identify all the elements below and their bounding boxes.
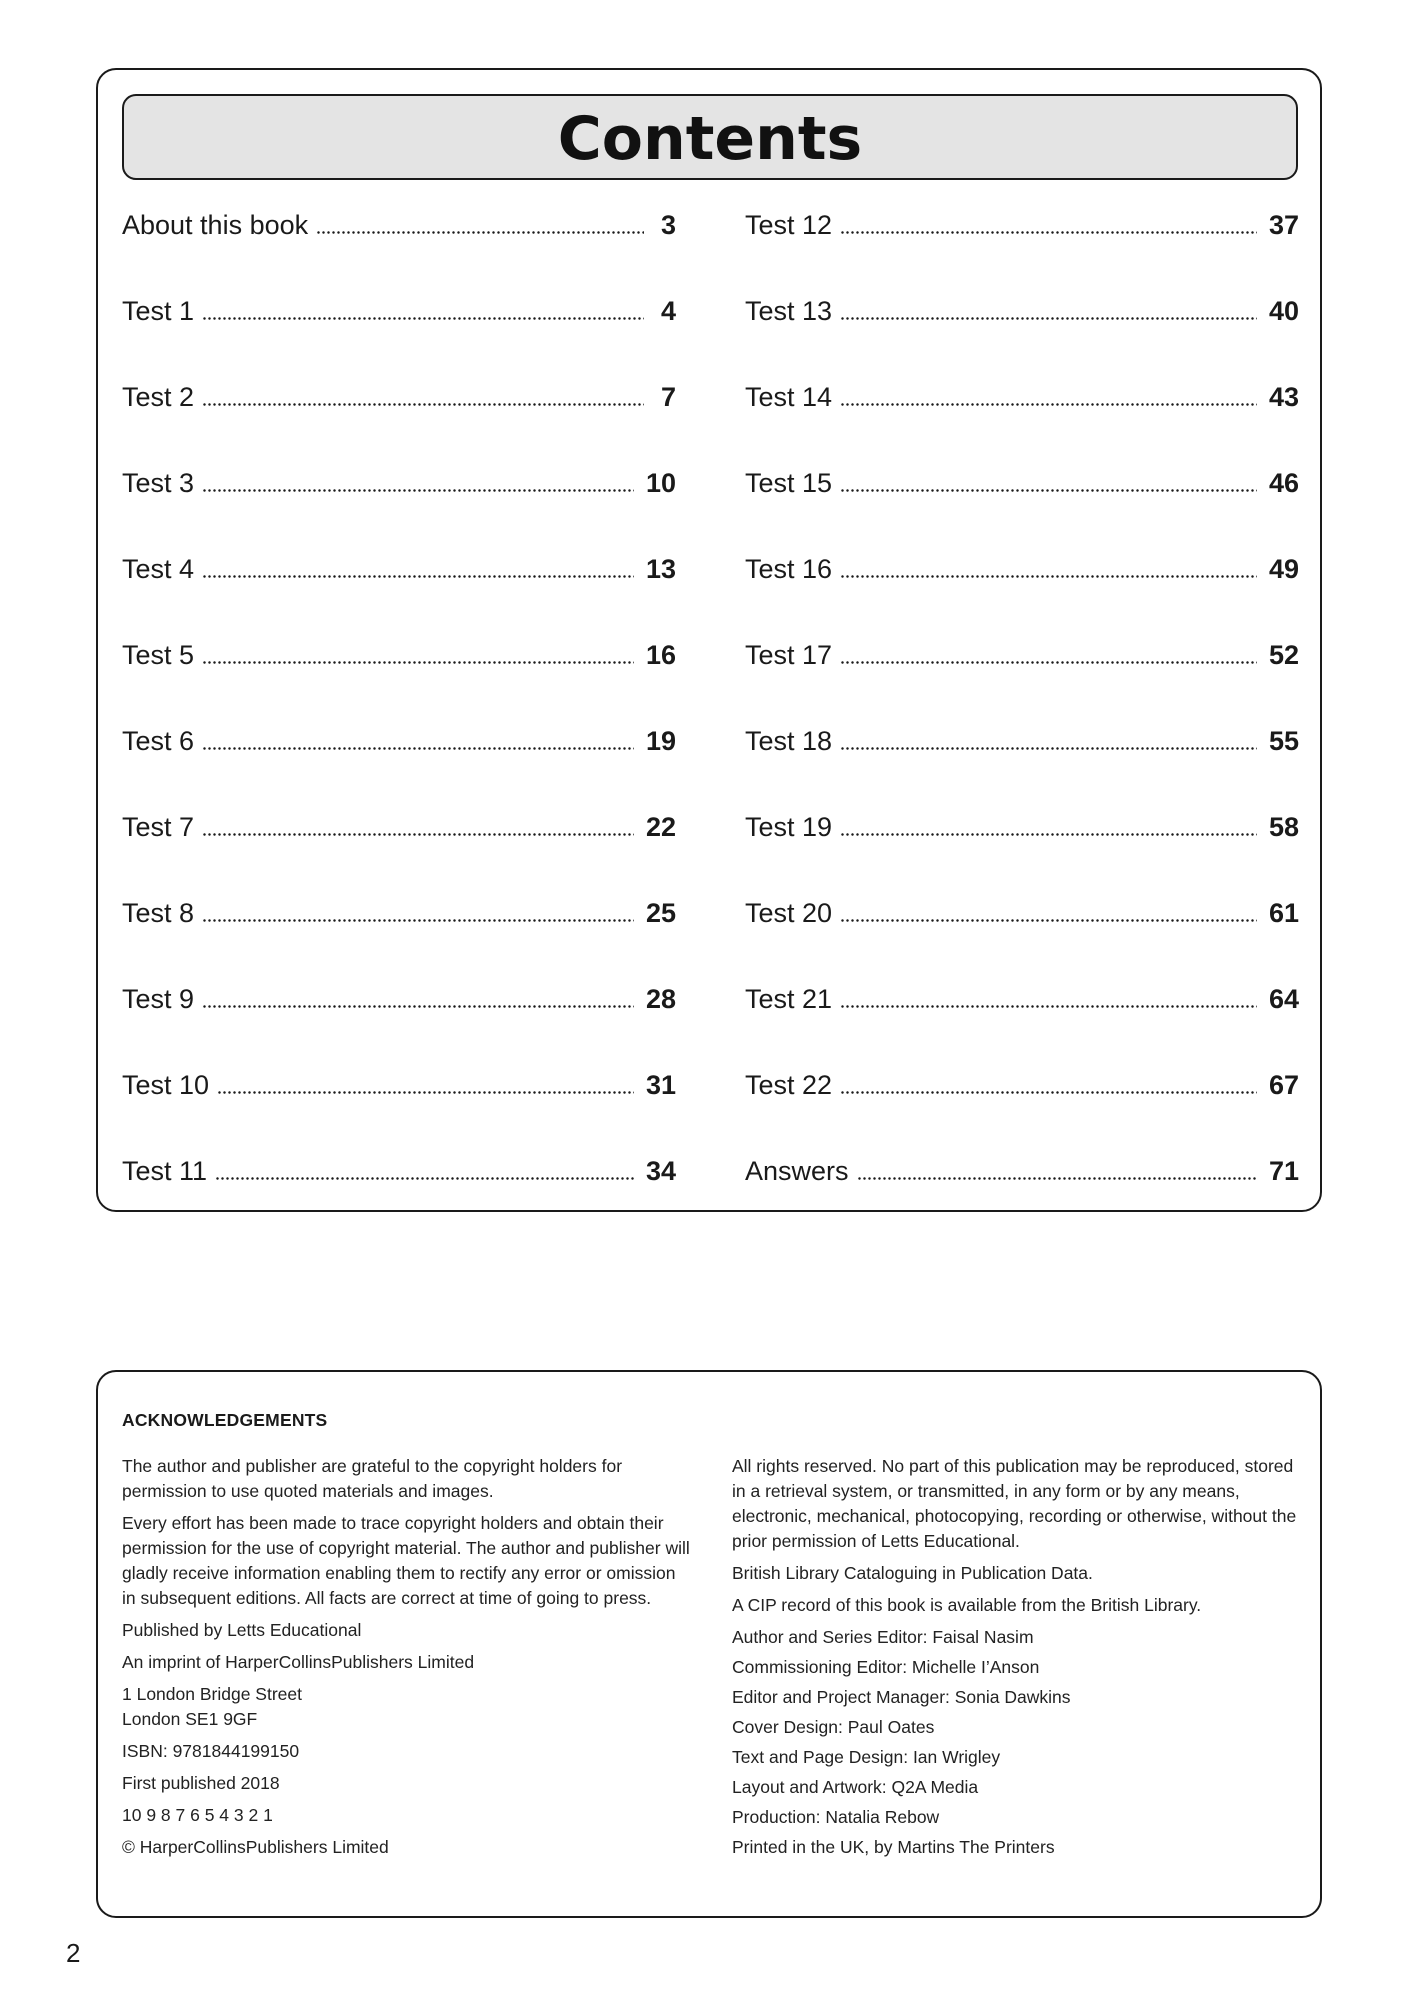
toc-entry-label: Test 1 xyxy=(122,295,195,326)
toc-entry xyxy=(122,1042,676,1128)
toc-entry xyxy=(122,698,676,784)
ack-paragraph: The author and publisher are grateful to the copyright holders for permission to use quoted materials and images. xyxy=(122,1456,623,1501)
toc-entry-page: 55 xyxy=(1268,725,1299,756)
toc-entry-page: 34 xyxy=(645,1155,676,1186)
toc-entry xyxy=(122,956,676,1042)
toc-entry xyxy=(745,526,1299,612)
toc-leader-dots xyxy=(857,1177,1257,1180)
toc-entry-label: Test 14 xyxy=(745,381,833,412)
contents-header xyxy=(122,94,1298,180)
toc-entry-page: 61 xyxy=(1268,897,1299,928)
toc-leader-dots xyxy=(202,747,634,750)
toc-entry-page: 37 xyxy=(1268,209,1299,240)
ack-paragraph: Every effort has been made to trace copyright holders and obtain their permission for the use of copyright material. The author and publisher will gladly receive information enabling them to rectify any error or omission in subsequent editions. All facts are correct at time of going to press. xyxy=(122,1513,690,1608)
toc-column-right xyxy=(745,182,1299,1214)
toc-entry-label: Test 17 xyxy=(745,639,833,670)
acknowledgements-box xyxy=(96,1370,1322,1918)
toc-entry xyxy=(745,698,1299,784)
toc-entry xyxy=(122,268,676,354)
toc-entry-label: Test 11 xyxy=(122,1155,208,1186)
toc-entry xyxy=(122,354,676,440)
ack-paragraph: 1 London Bridge Street xyxy=(122,1684,302,1704)
toc-entry-page: 22 xyxy=(645,811,676,842)
toc-entry-page: 31 xyxy=(645,1069,676,1100)
toc-entry-page: 67 xyxy=(1268,1069,1299,1100)
ack-paragraph: A CIP record of this book is available from the British Library. xyxy=(732,1595,1202,1615)
toc-entry-label: Test 15 xyxy=(745,467,833,498)
toc-entry xyxy=(122,1128,676,1214)
toc-entry-label: Test 3 xyxy=(122,467,195,498)
toc-leader-dots xyxy=(840,1005,1257,1008)
toc-entry-page: 4 xyxy=(660,295,676,326)
toc-entry xyxy=(745,182,1299,268)
toc-entry-label: Test 4 xyxy=(122,553,195,584)
toc-entry-page: 25 xyxy=(645,897,676,928)
toc-entry-label: Test 7 xyxy=(122,811,195,842)
toc-entry xyxy=(745,440,1299,526)
toc-entry xyxy=(745,784,1299,870)
toc-leader-dots xyxy=(202,833,634,836)
ack-paragraph: Layout and Artwork: Q2A Media xyxy=(732,1777,979,1797)
toc-leader-dots xyxy=(202,919,634,922)
toc-leader-dots xyxy=(202,403,644,406)
toc-leader-dots xyxy=(202,1005,634,1008)
toc-entry-label: Test 20 xyxy=(745,897,833,928)
toc-entry-label: About this book xyxy=(122,209,309,240)
toc-leader-dots xyxy=(202,575,634,578)
toc-entry xyxy=(122,784,676,870)
toc-entry-page: 49 xyxy=(1268,553,1299,584)
toc-entry-label: Test 12 xyxy=(745,209,833,240)
toc-entry-page: 64 xyxy=(1268,983,1299,1014)
toc-entry xyxy=(122,182,676,268)
contents-title: Contents xyxy=(557,104,863,174)
toc-leader-dots xyxy=(840,231,1257,234)
toc-leader-dots xyxy=(840,661,1257,664)
toc-entry xyxy=(745,354,1299,440)
toc-leader-dots xyxy=(215,1177,634,1180)
toc-leader-dots xyxy=(840,833,1257,836)
toc-entry-label: Answers xyxy=(745,1155,849,1186)
toc-entry xyxy=(745,956,1299,1042)
ack-paragraph: Cover Design: Paul Oates xyxy=(732,1717,935,1737)
toc-entry-page: 13 xyxy=(645,553,676,584)
toc-entry-page: 40 xyxy=(1268,295,1299,326)
toc-entry xyxy=(745,612,1299,698)
toc-entry-page: 43 xyxy=(1268,381,1299,412)
toc-entry xyxy=(745,870,1299,956)
toc-leader-dots xyxy=(202,489,634,492)
toc-entry-page: 7 xyxy=(660,381,676,412)
acknowledgements-column-right xyxy=(732,1454,1302,1865)
ack-paragraph: All rights reserved. No part of this publication may be reproduced, stored in a retrieval system, or transmitted, in any form or by any means, electronic, mechanical, photocopying, recording or otherwise, without the prior permission of Letts Educational. xyxy=(732,1456,1297,1551)
toc-entry xyxy=(122,526,676,612)
toc-leader-dots xyxy=(840,317,1257,320)
toc-leader-dots xyxy=(840,403,1257,406)
ack-paragraph: Printed in the UK, by Martins The Printers xyxy=(732,1837,1055,1857)
ack-paragraph: Editor and Project Manager: Sonia Dawkins xyxy=(732,1687,1071,1707)
ack-paragraph: London SE1 9GF xyxy=(122,1709,258,1729)
toc-entry-page: 19 xyxy=(645,725,676,756)
acknowledgements-column-left xyxy=(122,1454,692,1867)
toc-entry-page: 3 xyxy=(660,209,676,240)
toc-entry xyxy=(745,1128,1299,1214)
toc-leader-dots xyxy=(840,747,1257,750)
ack-paragraph: An imprint of HarperCollinsPublishers Limited xyxy=(122,1652,475,1672)
toc-entry-label: Test 2 xyxy=(122,381,195,412)
ack-paragraph: 10 9 8 7 6 5 4 3 2 1 xyxy=(122,1805,273,1825)
toc-entry-label: Test 10 xyxy=(122,1069,210,1100)
toc-entry-page: 52 xyxy=(1268,639,1299,670)
toc-entry-page: 10 xyxy=(645,467,676,498)
toc-leader-dots xyxy=(840,575,1257,578)
toc-entry-label: Test 13 xyxy=(745,295,833,326)
ack-paragraph: Text and Page Design: Ian Wrigley xyxy=(732,1747,1001,1767)
ack-paragraph: Production: Natalia Rebow xyxy=(732,1807,940,1827)
toc-leader-dots xyxy=(217,1091,634,1094)
toc-column-left xyxy=(122,182,676,1214)
toc-entry-label: Test 19 xyxy=(745,811,833,842)
toc-leader-dots xyxy=(202,317,644,320)
toc-entry-page: 71 xyxy=(1268,1155,1299,1186)
toc-leader-dots xyxy=(316,231,644,234)
contents-box xyxy=(96,68,1322,1212)
toc-entry-page: 28 xyxy=(645,983,676,1014)
ack-paragraph: British Library Cataloguing in Publication Data. xyxy=(732,1563,1093,1583)
ack-paragraph: ISBN: 9781844199150 xyxy=(122,1741,300,1761)
toc-leader-dots xyxy=(840,919,1257,922)
toc-entry xyxy=(745,268,1299,354)
toc-entry-label: Test 18 xyxy=(745,725,833,756)
toc-entry-page: 16 xyxy=(645,639,676,670)
toc-entry xyxy=(745,1042,1299,1128)
toc-entry-label: Test 16 xyxy=(745,553,833,584)
toc-entry xyxy=(122,612,676,698)
toc-entry-page: 46 xyxy=(1268,467,1299,498)
toc-entry-page: 58 xyxy=(1268,811,1299,842)
ack-paragraph: Author and Series Editor: Faisal Nasim xyxy=(732,1627,1034,1647)
toc-entry-label: Test 22 xyxy=(745,1069,833,1100)
toc-entry xyxy=(122,870,676,956)
toc-leader-dots xyxy=(840,489,1257,492)
toc-entry-label: Test 21 xyxy=(745,983,833,1014)
toc-entry-label: Test 9 xyxy=(122,983,195,1014)
acknowledgements-heading: ACKNOWLEDGEMENTS xyxy=(122,1410,328,1430)
ack-paragraph: Commissioning Editor: Michelle I’Anson xyxy=(732,1657,1040,1677)
toc-entry-label: Test 8 xyxy=(122,897,195,928)
toc-leader-dots xyxy=(202,661,634,664)
ack-paragraph: First published 2018 xyxy=(122,1773,280,1793)
ack-paragraph: © HarperCollinsPublishers Limited xyxy=(122,1837,389,1857)
toc-entry xyxy=(122,440,676,526)
toc-entry-label: Test 6 xyxy=(122,725,195,756)
toc-entry-label: Test 5 xyxy=(122,639,195,670)
toc-leader-dots xyxy=(840,1091,1257,1094)
ack-paragraph: Published by Letts Educational xyxy=(122,1620,362,1640)
page-number: 2 xyxy=(66,1938,81,1968)
